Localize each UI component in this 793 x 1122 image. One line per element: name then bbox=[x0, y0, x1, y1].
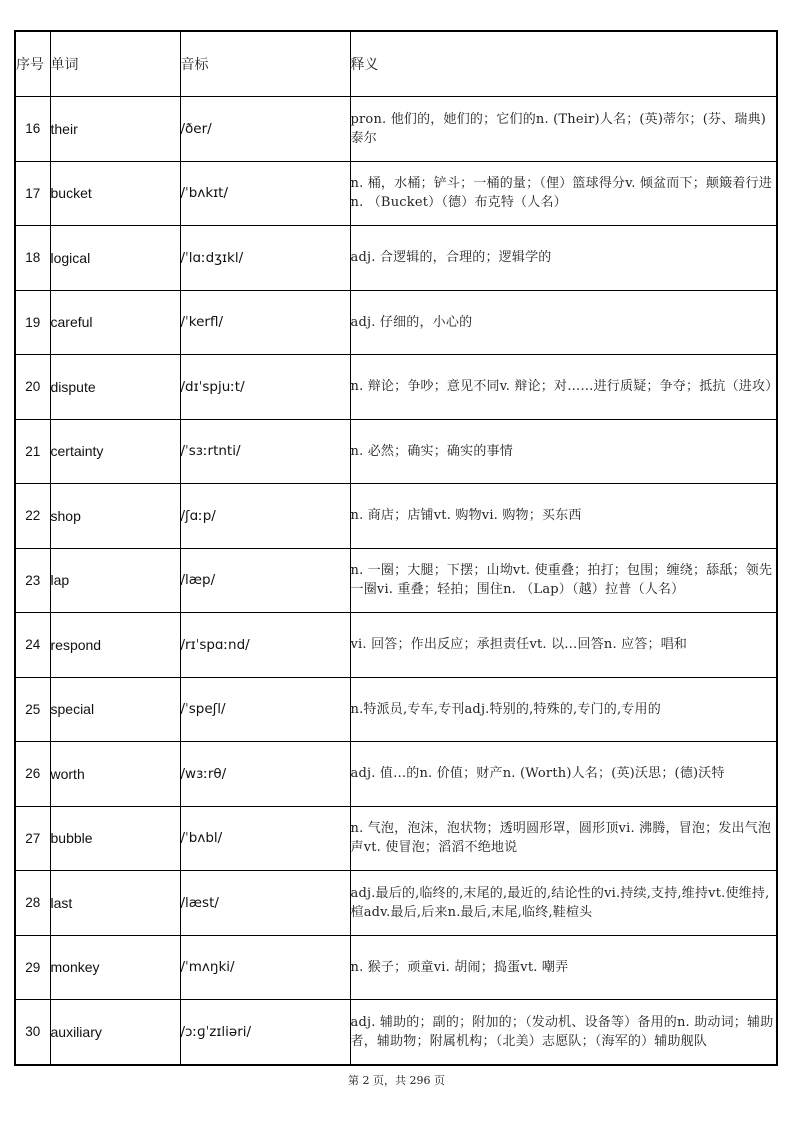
row-definition: n. 必然；确实；确实的事情 bbox=[350, 419, 777, 484]
table-row bbox=[15, 742, 777, 807]
row-phonetic: /ˈmʌŋki/ bbox=[180, 935, 350, 1000]
row-definition: n. 猴子；顽童vi. 胡闹；捣蛋vt. 嘲弄 bbox=[350, 935, 777, 1000]
row-number: 18 bbox=[15, 226, 50, 291]
row-number: 16 bbox=[15, 97, 50, 162]
table-row bbox=[15, 548, 777, 613]
row-phonetic: /rɪˈspɑːnd/ bbox=[180, 613, 350, 678]
row-number: 28 bbox=[15, 871, 50, 936]
row-phonetic: /ðer/ bbox=[180, 97, 350, 162]
table-row bbox=[15, 355, 777, 420]
header-phonetic: 音标 bbox=[180, 31, 350, 97]
table-row bbox=[15, 484, 777, 549]
row-definition: n.特派员,专车,专刊adj.特别的,特殊的,专门的,专用的 bbox=[350, 677, 777, 742]
row-phonetic: /læst/ bbox=[180, 871, 350, 936]
row-word: careful bbox=[50, 290, 180, 355]
table-row bbox=[15, 161, 777, 226]
row-phonetic: /ˈspeʃl/ bbox=[180, 677, 350, 742]
table-row bbox=[15, 613, 777, 678]
row-word: shop bbox=[50, 484, 180, 549]
row-word: bubble bbox=[50, 806, 180, 871]
row-word: logical bbox=[50, 226, 180, 291]
row-word: last bbox=[50, 871, 180, 936]
row-phonetic: /ˈbʌbl/ bbox=[180, 806, 350, 871]
row-definition: adj. 辅助的；副的；附加的；（发动机、设备等）备用的n. 助动词；辅助者，辅助物；附属机构；（北美）志愿队；（海军的）辅助舰队 bbox=[350, 1000, 777, 1065]
row-definition: adj.最后的,临终的,末尾的,最近的,结论性的vi.持续,支持,维持vt.使维持,楦adv.最后,后来n.最后,末尾,临终,鞋楦头 bbox=[350, 871, 777, 936]
row-definition: pron. 他们的，她们的；它们的n. (Their)人名；(英)蒂尔；(芬、瑞典)泰尔 bbox=[350, 97, 777, 162]
row-definition: vi. 回答；作出反应；承担责任vt. 以…回答n. 应答；唱和 bbox=[350, 613, 777, 678]
row-number: 27 bbox=[15, 806, 50, 871]
row-definition: n. 一圈；大腿；下摆；山坳vt. 使重叠；拍打；包围；缠绕；舔舐；领先一圈vi. 重叠；轻拍；围住n. （Lap）（越）拉普（人名） bbox=[350, 548, 777, 613]
row-word: monkey bbox=[50, 935, 180, 1000]
page-number-footer: 第 2 页，共 296 页 bbox=[348, 1074, 445, 1087]
row-number: 17 bbox=[15, 161, 50, 226]
table-row bbox=[15, 97, 777, 162]
row-word: dispute bbox=[50, 355, 180, 420]
row-definition: adj. 值…的n. 价值；财产n. (Worth)人名；(英)沃思；(德)沃特 bbox=[350, 742, 777, 807]
row-word: lap bbox=[50, 548, 180, 613]
row-definition: n. 辩论；争吵；意见不同v. 辩论；对……进行质疑；争夺；抵抗（进攻） bbox=[350, 355, 777, 420]
row-phonetic: /ɔːɡˈzɪliəri/ bbox=[180, 1000, 350, 1065]
row-number: 21 bbox=[15, 419, 50, 484]
row-number: 19 bbox=[15, 290, 50, 355]
table-row bbox=[15, 226, 777, 291]
table-row bbox=[15, 677, 777, 742]
row-word: worth bbox=[50, 742, 180, 807]
table-row bbox=[15, 290, 777, 355]
row-word: respond bbox=[50, 613, 180, 678]
table-row bbox=[15, 1000, 777, 1065]
header-word: 单词 bbox=[50, 31, 180, 97]
row-phonetic: /dɪˈspjuːt/ bbox=[180, 355, 350, 420]
row-definition: n. 桶，水桶；铲斗；一桶的量；（俚）篮球得分v. 倾盆而下；颠簸着行进n. （Bucket）（德）布克特（人名） bbox=[350, 161, 777, 226]
row-word: bucket bbox=[50, 161, 180, 226]
table-row bbox=[15, 871, 777, 936]
row-number: 23 bbox=[15, 548, 50, 613]
row-phonetic: /ˈbʌkɪt/ bbox=[180, 161, 350, 226]
row-number: 24 bbox=[15, 613, 50, 678]
row-number: 29 bbox=[15, 935, 50, 1000]
row-number: 25 bbox=[15, 677, 50, 742]
table-row bbox=[15, 935, 777, 1000]
row-phonetic: /wɜːrθ/ bbox=[180, 742, 350, 807]
table-header-row bbox=[15, 31, 777, 97]
row-phonetic: /ˈsɜːrtnti/ bbox=[180, 419, 350, 484]
row-word: special bbox=[50, 677, 180, 742]
row-number: 26 bbox=[15, 742, 50, 807]
header-definition: 释义 bbox=[350, 31, 777, 97]
row-number: 22 bbox=[15, 484, 50, 549]
vocabulary-table bbox=[14, 30, 778, 1066]
row-number: 30 bbox=[15, 1000, 50, 1065]
row-definition: adj. 合逻辑的，合理的；逻辑学的 bbox=[350, 226, 777, 291]
table-row bbox=[15, 806, 777, 871]
row-number: 20 bbox=[15, 355, 50, 420]
table-body bbox=[15, 97, 777, 1065]
row-definition: adj. 仔细的，小心的 bbox=[350, 290, 777, 355]
row-definition: n. 气泡，泡沫，泡状物；透明圆形罩，圆形顶vi. 沸腾，冒泡；发出气泡声vt. 使冒泡；滔滔不绝地说 bbox=[350, 806, 777, 871]
row-phonetic: /ˈkerfl/ bbox=[180, 290, 350, 355]
row-word: certainty bbox=[50, 419, 180, 484]
row-word: their bbox=[50, 97, 180, 162]
header-number: 序号 bbox=[15, 31, 50, 97]
row-word: auxiliary bbox=[50, 1000, 180, 1065]
row-phonetic: /læp/ bbox=[180, 548, 350, 613]
row-definition: n. 商店；店铺vt. 购物vi. 购物；买东西 bbox=[350, 484, 777, 549]
table-row bbox=[15, 419, 777, 484]
row-phonetic: /ˈlɑːdʒɪkl/ bbox=[180, 226, 350, 291]
row-phonetic: /ʃɑːp/ bbox=[180, 484, 350, 549]
